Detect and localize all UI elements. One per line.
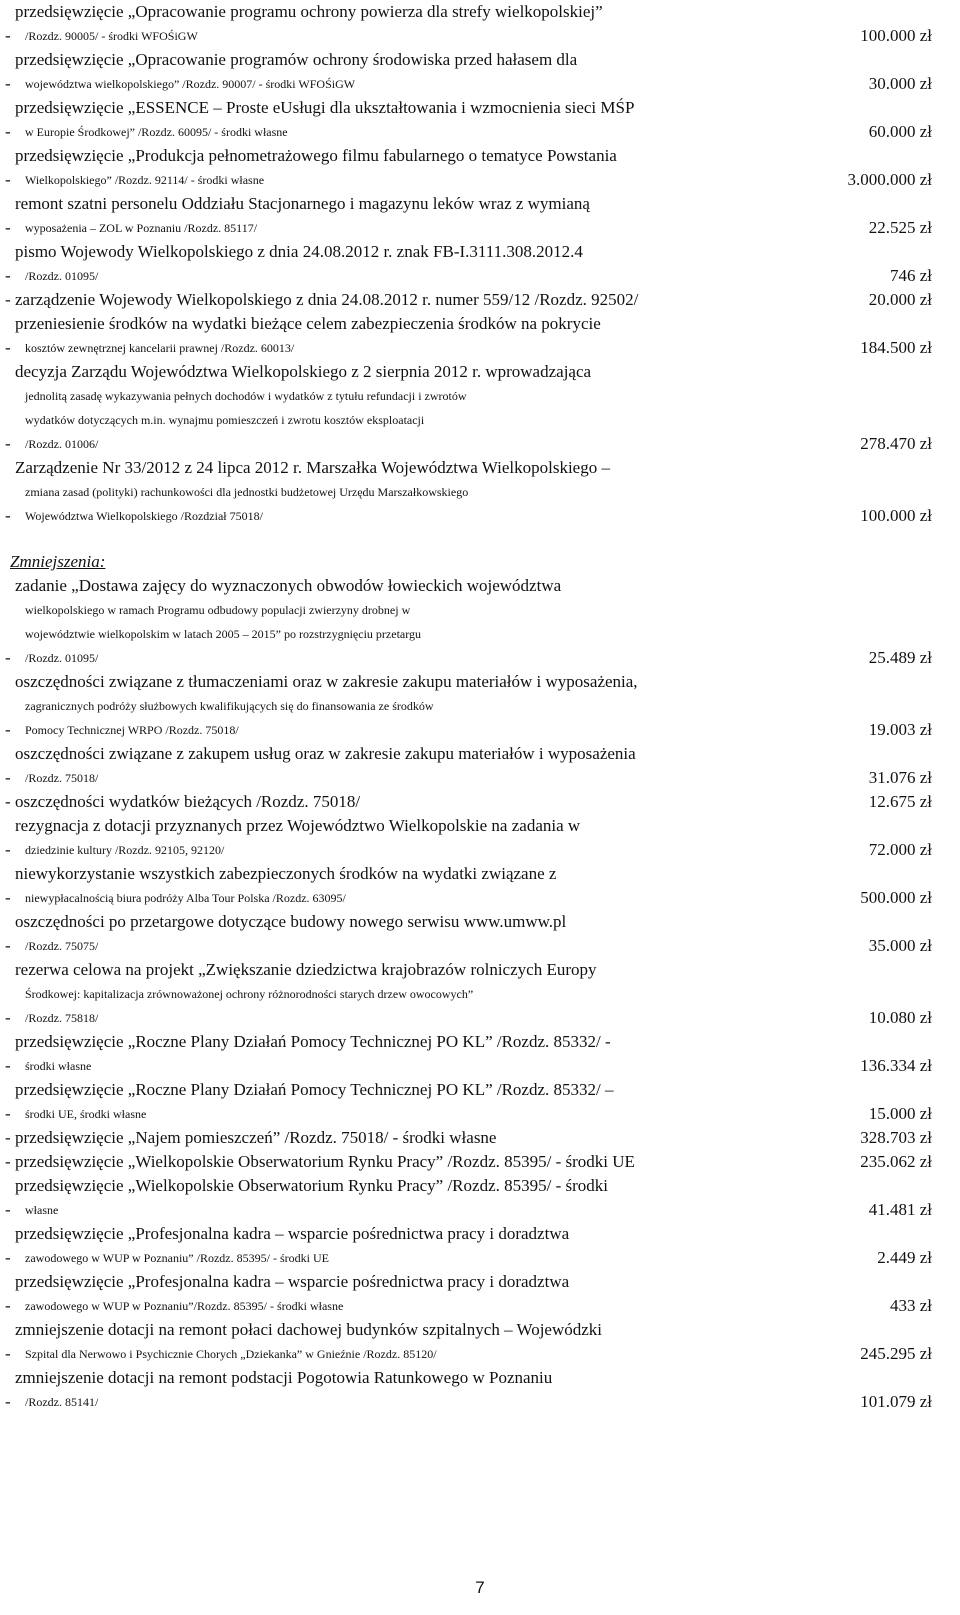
description-line: /Rozdz. 01006/: [25, 437, 99, 451]
item-amount: 433 zł: [889, 1296, 932, 1315]
list-item: [0, 288, 960, 312]
description-line: jednolitą zasadę wykazywania pełnych dochodów i wydatków z tytułu refundacji i zwrotów: [25, 389, 467, 403]
description-line: decyzja Zarządu Województwa Wielkopolskiego z 2 sierpnia 2012 r. wprowadzająca: [15, 362, 592, 381]
description-line: /Rozdz. 75075/: [25, 939, 99, 953]
item-description: [15, 96, 822, 144]
item-amount: 3.000.000 zł: [847, 170, 932, 189]
description-line: środki UE, środki własne: [25, 1107, 147, 1121]
bullet-dash: -: [5, 1200, 11, 1219]
list-item: [0, 240, 960, 288]
list-item: [0, 48, 960, 96]
item-description: [15, 910, 822, 958]
list-item: [0, 96, 960, 144]
description-line: rezygnacja z dotacji przyznanych przez Województwo Wielkopolskie na zadania w: [15, 816, 581, 835]
description-line: zawodowego w WUP w Poznaniu”/Rozdz. 85395/ - środki własne: [25, 1299, 344, 1313]
item-description: [15, 1318, 822, 1366]
item-description: [15, 1366, 822, 1414]
list-item: [0, 1126, 960, 1150]
description-line: Pomocy Technicznej WRPO /Rozdz. 75018/: [25, 723, 239, 737]
list-item: [0, 670, 960, 742]
item-description: [15, 1030, 822, 1078]
list-item: [0, 862, 960, 910]
item-description: [15, 958, 822, 1030]
item-amount: 100.000 zł: [860, 506, 932, 525]
item-description: [15, 240, 822, 288]
item-amount: 22.525 zł: [868, 218, 932, 237]
item-description: [15, 456, 822, 528]
list-item: [0, 1270, 960, 1318]
list-item: [0, 814, 960, 862]
bullet-dash: -: [5, 434, 11, 453]
description-line: niewypłacalnością biura podróży Alba Tour Polska /Rozdz. 63095/: [25, 891, 346, 905]
description-line: zmniejszenie dotacji na remont połaci dachowej budynków szpitalnych – Wojewódzki: [15, 1320, 603, 1339]
item-amount: 72.000 zł: [868, 840, 932, 859]
description-line: Województwa Wielkopolskiego /Rozdział 75018/: [25, 509, 263, 523]
item-amount: 328.703 zł: [860, 1128, 932, 1147]
description-line: dziedzinie kultury /Rozdz. 92105, 92120/: [25, 843, 225, 857]
list-item: [0, 0, 960, 48]
description-line: /Rozdz. 75018/: [25, 771, 99, 785]
description-line: przedsięwzięcie „Profesjonalna kadra – wsparcie pośrednictwa pracy i doradztwa: [15, 1224, 570, 1243]
description-line: przedsięwzięcie „Opracowanie programu ochrony powierza dla strefy wielkopolskiej”: [15, 2, 603, 21]
description-line: /Rozdz. 90005/ - środki WFOŚiGW: [25, 29, 198, 43]
bullet-dash: -: [5, 768, 11, 787]
list-item: [0, 910, 960, 958]
list-item: [0, 1366, 960, 1414]
bullet-dash: -: [5, 1128, 11, 1147]
item-description: [15, 144, 822, 192]
description-line: pismo Wojewody Wielkopolskiego z dnia 24.08.2012 r. znak FB-I.3111.308.2012.4: [15, 242, 583, 261]
increases-list: [0, 0, 960, 528]
description-line: remont szatni personelu Oddziału Stacjonarnego i magazynu leków wraz z wymianą: [15, 194, 590, 213]
bullet-dash: -: [5, 26, 11, 45]
description-line: własne: [25, 1203, 59, 1217]
list-item: [0, 1150, 960, 1174]
description-line: przedsięwzięcie „Najem pomieszczeń” /Rozdz. 75018/ - środki własne: [15, 1128, 497, 1147]
description-line: środki własne: [25, 1059, 92, 1073]
item-amount: 235.062 zł: [860, 1152, 932, 1171]
decreases-heading: Zmniejszenia:: [10, 552, 106, 571]
bullet-dash: -: [5, 338, 11, 357]
bullet-dash: -: [5, 122, 11, 141]
description-line: zmiana zasad (polityki) rachunkowości dla jednostki budżetowej Urzędu Marszałkowskiego: [25, 485, 469, 499]
item-amount: 136.334 zł: [860, 1056, 932, 1075]
description-line: wyposażenia – ZOL w Poznaniu /Rozdz. 85117/: [25, 221, 258, 235]
item-description: [15, 192, 822, 240]
item-amount: 31.076 zł: [868, 768, 932, 787]
item-amount: 41.481 zł: [868, 1200, 932, 1219]
description-line: zmniejszenie dotacji na remont podstacji Pogotowia Ratunkowego w Poznaniu: [15, 1368, 553, 1387]
item-amount: 245.295 zł: [860, 1344, 932, 1363]
list-item: [0, 312, 960, 360]
bullet-dash: -: [5, 1008, 11, 1027]
bullet-dash: -: [5, 840, 11, 859]
description-line: niewykorzystanie wszystkich zabezpieczonych środków na wydatki związane z: [15, 864, 557, 883]
item-amount: 500.000 zł: [860, 888, 932, 907]
description-line: /Rozdz. 75818/: [25, 1011, 99, 1025]
bullet-dash: -: [5, 74, 11, 93]
bullet-dash: -: [5, 1152, 11, 1171]
description-line: /Rozdz. 01095/: [25, 269, 99, 283]
item-amount: 10.080 zł: [868, 1008, 932, 1027]
item-amount: 184.500 zł: [860, 338, 932, 357]
description-line: województwie wielkopolskim w latach 2005 – 2015” po rozstrzygnięciu przetargu: [25, 627, 422, 641]
bullet-dash: -: [5, 290, 11, 309]
description-line: wielkopolskiego w ramach Programu odbudowy populacji zwierzyny drobnej w: [25, 603, 411, 617]
description-line: oszczędności po przetargowe dotyczące budowy nowego serwisu www.umww.pl: [15, 912, 567, 931]
description-line: oszczędności związane z zakupem usług oraz w zakresie zakupu materiałów i wyposażenia: [15, 744, 636, 763]
item-description: [15, 814, 822, 862]
item-description: [15, 574, 822, 670]
item-amount: 101.079 zł: [860, 1392, 932, 1411]
item-description: [15, 1150, 822, 1174]
item-description: [15, 312, 822, 360]
bullet-dash: -: [5, 506, 11, 525]
description-line: zarządzenie Wojewody Wielkopolskiego z dnia 24.08.2012 r. numer 559/12 /Rozdz. 92502/: [15, 290, 639, 309]
list-item: [0, 1078, 960, 1126]
item-description: [15, 288, 822, 312]
bullet-dash: -: [5, 1104, 11, 1123]
list-item: [0, 1318, 960, 1366]
description-line: Zarządzenie Nr 33/2012 z 24 lipca 2012 r. Marszałka Województwa Wielkopolskiego –: [15, 458, 610, 477]
item-description: [15, 48, 822, 96]
description-line: Środkowej: kapitalizacja zrównoważonej ochrony różnorodności starych drzew owocowych”: [25, 987, 474, 1001]
description-line: w Europie Środkowej” /Rozdz. 60095/ - środki własne: [25, 125, 288, 139]
item-amount: 2.449 zł: [877, 1248, 932, 1267]
item-amount: 100.000 zł: [860, 26, 932, 45]
bullet-dash: -: [5, 888, 11, 907]
item-description: [15, 1078, 822, 1126]
description-line: zadanie „Dostawa zajęcy do wyznaczonych obwodów łowieckich województwa: [15, 576, 562, 595]
description-line: /Rozdz. 01095/: [25, 651, 99, 665]
item-amount: 30.000 zł: [868, 74, 932, 93]
list-item: [0, 1222, 960, 1270]
item-amount: 15.000 zł: [868, 1104, 932, 1123]
item-amount: 12.675 zł: [868, 792, 932, 811]
list-item: [0, 574, 960, 670]
item-description: [15, 1222, 822, 1270]
description-line: przedsięwzięcie „Produkcja pełnometrażowego filmu fabularnego o tematyce Powstania: [15, 146, 617, 165]
bullet-dash: -: [5, 792, 11, 811]
item-amount: 19.003 zł: [868, 720, 932, 739]
bullet-dash: -: [5, 936, 11, 955]
page-number: 7: [475, 1578, 485, 1597]
description-line: zagranicznych podróży służbowych kwalifikujących się do finansowania ze środków: [25, 699, 434, 713]
item-description: [15, 862, 822, 910]
list-item: [0, 456, 960, 528]
description-line: Szpital dla Nerwowo i Psychicznie Chorych „Dziekanka” w Gnieźnie /Rozdz. 85120/: [25, 1347, 437, 1361]
list-item: [0, 192, 960, 240]
item-description: [15, 1270, 822, 1318]
list-item: [0, 958, 960, 1030]
description-line: zawodowego w WUP w Poznaniu” /Rozdz. 85395/ - środki UE: [25, 1251, 329, 1265]
description-line: przedsięwzięcie „Opracowanie programów ochrony środowiska przed hałasem dla: [15, 50, 578, 69]
list-item: [0, 790, 960, 814]
description-line: przedsięwzięcie „Roczne Plany Działań Pomocy Technicznej PO KL” /Rozdz. 85332/ -: [15, 1032, 611, 1051]
bullet-dash: -: [5, 1296, 11, 1315]
description-line: przedsięwzięcie „Profesjonalna kadra – wsparcie pośrednictwa pracy i doradztwa: [15, 1272, 570, 1291]
item-description: [15, 360, 822, 456]
list-item: [0, 742, 960, 790]
list-item: [0, 144, 960, 192]
description-line: oszczędności wydatków bieżących /Rozdz. 75018/: [15, 792, 361, 811]
bullet-dash: -: [5, 170, 11, 189]
list-item: [0, 1030, 960, 1078]
item-amount: 746 zł: [889, 266, 932, 285]
item-description: [15, 1126, 822, 1150]
item-amount: 278.470 zł: [860, 434, 932, 453]
description-line: przedsięwzięcie „Wielkopolskie Obserwatorium Rynku Pracy” /Rozdz. 85395/ - środki UE: [15, 1152, 635, 1171]
bullet-dash: -: [5, 266, 11, 285]
description-line: oszczędności związane z tłumaczeniami oraz w zakresie zakupu materiałów i wyposażenia,: [15, 672, 638, 691]
description-line: /Rozdz. 85141/: [25, 1395, 99, 1409]
description-line: wydatków dotyczących m.in. wynajmu pomieszczeń i zwrotu kosztów eksploatacji: [25, 413, 425, 427]
description-line: rezerwa celowa na projekt „Zwiększanie dziedzictwa krajobrazów rolniczych Europy: [15, 960, 597, 979]
bullet-dash: -: [5, 648, 11, 667]
list-item: [0, 360, 960, 456]
item-description: [15, 0, 822, 48]
item-amount: 20.000 zł: [868, 290, 932, 309]
list-item: [0, 1174, 960, 1222]
bullet-dash: -: [5, 1392, 11, 1411]
bullet-dash: -: [5, 1056, 11, 1075]
item-description: [15, 670, 822, 742]
bullet-dash: -: [5, 1344, 11, 1363]
description-line: województwa wielkopolskiego” /Rozdz. 90007/ - środki WFOŚiGW: [25, 77, 356, 91]
description-line: Wielkopolskiego” /Rozdz. 92114/ - środki własne: [25, 173, 265, 187]
bullet-dash: -: [5, 720, 11, 739]
description-line: kosztów zewnętrznej kancelarii prawnej /Rozdz. 60013/: [25, 341, 295, 355]
decreases-list: [0, 574, 960, 1414]
item-description: [15, 790, 822, 814]
item-description: [15, 1174, 822, 1222]
description-line: przeniesienie środków na wydatki bieżące celem zabezpieczenia środków na pokrycie: [15, 314, 601, 333]
item-amount: 60.000 zł: [868, 122, 932, 141]
item-amount: 35.000 zł: [868, 936, 932, 955]
bullet-dash: -: [5, 1248, 11, 1267]
bullet-dash: -: [5, 218, 11, 237]
description-line: przedsięwzięcie „Roczne Plany Działań Pomocy Technicznej PO KL” /Rozdz. 85332/ –: [15, 1080, 614, 1099]
description-line: przedsięwzięcie „ESSENCE – Proste eUsługi dla ukształtowania i wzmocnienia sieci MŚP: [15, 98, 635, 117]
item-description: [15, 742, 822, 790]
description-line: przedsięwzięcie „Wielkopolskie Obserwatorium Rynku Pracy” /Rozdz. 85395/ - środki: [15, 1176, 608, 1195]
item-amount: 25.489 zł: [868, 648, 932, 667]
